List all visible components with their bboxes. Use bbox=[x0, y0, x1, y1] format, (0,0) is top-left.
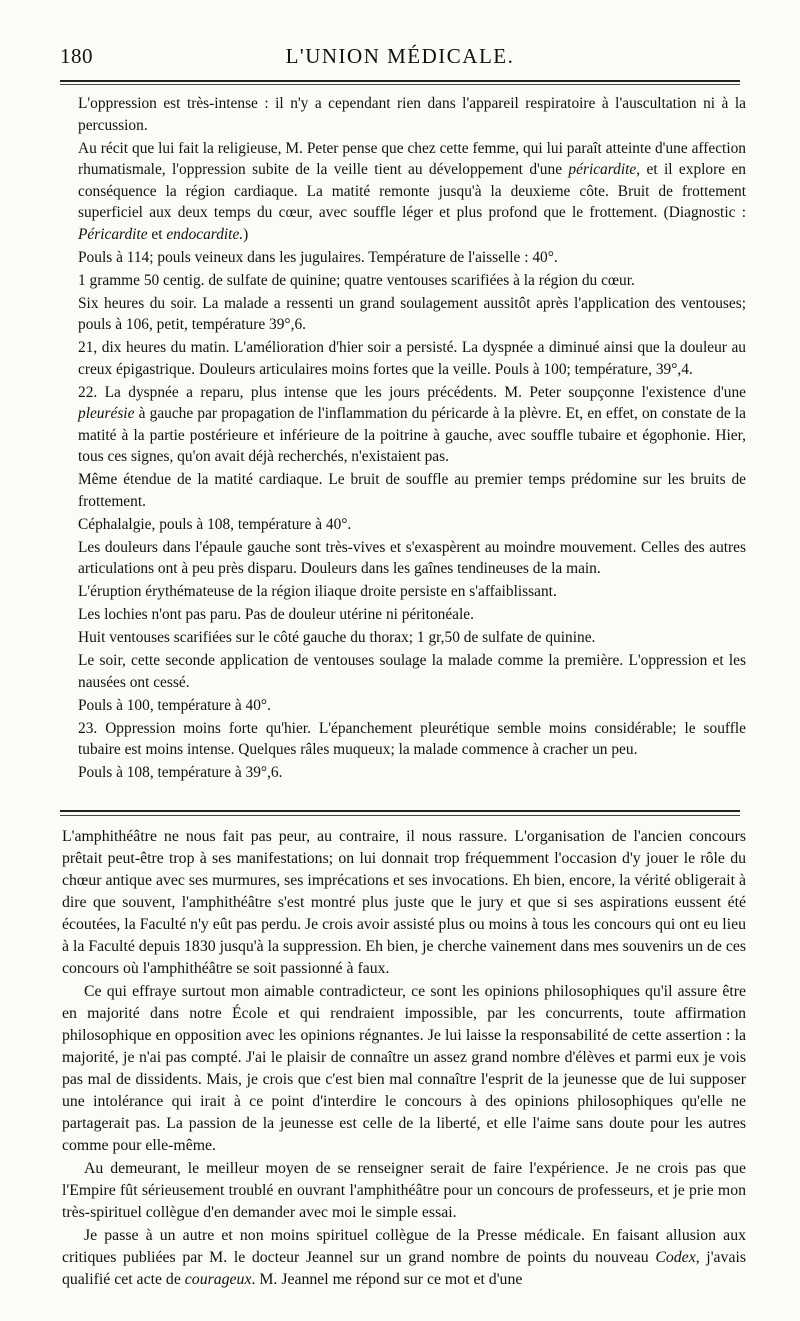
paragraph: 23. Oppression moins forte qu'hier. L'épanchement pleurétique semble moins considérable; le souffle tubaire est moins intense. Quelques râles muqueux; la malade commence à cracher un peu. bbox=[78, 719, 746, 758]
page-number: 180 bbox=[60, 44, 93, 68]
paragraph: 21, dix heures du matin. L'amélioration d'hier soir a persisté. La dyspnée a diminué ainsi que la douleur au creux épigastrique. Douleurs articulaires moins fortes que la veille. Pouls à 100; température, 39°,4. bbox=[78, 339, 746, 378]
paragraph: Ce qui effraye surtout mon aimable contradicteur, ce sont les opinions philosophiques qu'il assure être en majorité dans notre École et qui rendraient impossible, par les concurrents, toute affirmation philosophique en opposition avec les opinions régnantes. Je lui laisse la responsabilité de cette assertion : la majorité, je n'ai pas compté. J'ai le plaisir de connaître un assez grand nombre d'élèves et parmi eux je vois pas mal de dissidents. Mais, je crois que c'est bien mal connaître l'esprit de la jeunesse que de lui supposer une intolérance qui irait à ce point d'interdire le concours à des opinions philosophiques qu'elle ne partagerait pas. La passion de la jeunesse est celle de la liberté, et elle l'aime sans doute pour les autres comme pour elle-même. bbox=[62, 983, 746, 1154]
paragraph: 1 gramme 50 centig. de sulfate de quinine; quatre ventouses scarifiées à la région du cœur. bbox=[78, 271, 635, 289]
paragraph: Six heures du soir. La malade a ressenti un grand soulagement aussitôt après l'application des ventouses; pouls à 106, petit, température 39°,6. bbox=[78, 294, 746, 333]
paragraph: Au demeurant, le meilleur moyen de se renseigner serait de faire l'expérience. Je ne crois pas que l'Empire fût sérieusement troublé en ouvrant l'amphithéâtre pour un concours de professeurs, et je prie mon très-spirituel collègue d'en demander avec moi le simple essai. bbox=[62, 1160, 746, 1221]
paragraph: Au récit que lui fait la religieuse, M. Peter pense que chez cette femme, qui lui paraît atteinte d'une affection rhumatismale, l'oppression subite de la veille tient au développement d'une péricardite, et il explore en conséquence la région cardiaque. La matité remonte jusqu'à la deuxieme côte. Bruit de frottement superficiel aux deux temps du cœur, avec souffle léger et plus profond que le frottement. (Diagnostic : Péricardite et endocardite.) bbox=[78, 139, 746, 243]
paragraph: Les lochies n'ont pas paru. Pas de douleur utérine ni péritonéale. bbox=[78, 606, 474, 623]
running-title: L'UNION MÉDICALE. bbox=[285, 44, 515, 68]
paragraph: L'oppression est très-intense : il n'y a cependant rien dans l'appareil respiratoire à l'auscultation ni à la percussion. bbox=[78, 95, 746, 134]
paragraph: Les douleurs dans l'épaule gauche sont très-vives et s'exaspèrent au moindre mouvement. Celles des autres articulations ont à peu près disparu. Douleurs dans les gaînes tendineuses de la main. bbox=[78, 538, 746, 577]
paragraph: L'éruption érythémateuse de la région iliaque droite persiste en s'affaiblissant. bbox=[78, 583, 557, 600]
section-rule-thin bbox=[60, 815, 740, 816]
paragraph: Même étendue de la matité cardiaque. Le bruit de souffle au premier temps prédomine sur les bruits de frottement. bbox=[78, 471, 746, 510]
paragraph: Pouls à 114; pouls veineux dans les jugulaires. Température de l'aisselle : 40°. bbox=[78, 248, 558, 266]
feuilleton-section bbox=[62, 826, 746, 1292]
header-rule-thin bbox=[60, 84, 740, 85]
paragraph: Pouls à 108, température à 39°,6. bbox=[78, 764, 283, 781]
paragraph: Le soir, cette seconde application de ventouses soulage la malade comme la première. L'oppression et les nausées ont cessé. bbox=[78, 652, 746, 691]
paragraph: Pouls à 100, température à 40°. bbox=[78, 696, 271, 714]
page-header bbox=[60, 44, 740, 74]
paragraph: Huit ventouses scarifiées sur le côté gauche du thorax; 1 gr,50 de sulfate de quinine. bbox=[78, 629, 596, 646]
section-rule bbox=[60, 810, 740, 812]
clinical-report-section bbox=[78, 93, 746, 785]
paragraph: 22. La dyspnée a reparu, plus intense que les jours précédents. M. Peter soupçonne l'existence d'une pleurésie à gauche par propagation de l'inflammation du péricarde à la plèvre. Et, en effet, on constate de la matité à la partie postérieure et inférieure de la poitrine à gauche, avec souffle tubaire et égophonie. Hier, tous ces signes, qu'on avait déjà recherchés, n'existaient pas. bbox=[78, 383, 746, 465]
paragraph: Je passe à un autre et non moins spirituel collègue de la Presse médicale. En faisant allusion aux critiques publiées par M. le docteur Jeannel sur un grand nombre de points du nouveau Codex, j'avais qualifié cet acte de courageux. M. Jeannel me répond sur ce mot et d'une bbox=[62, 1227, 747, 1288]
header-rule bbox=[60, 80, 740, 82]
paragraph: L'amphithéâtre ne nous fait pas peur, au contraire, il nous rassure. L'organisation de l'ancien concours prêtait peut-être trop à ses manifestations; on lui donnait trop fréquemment l'occasion d'y jouer le rôle du chœur antique avec ses murmures, ses imprécations et ses invocations. Eh bien, encore, la vérité obligerait à dire que souvent, l'amphithéâtre s'est montré plus juste que le jury et que si ses aspirations eussent été écoutées, la Faculté n'y eût pas perdu. Je crois avoir assisté plus ou moins à tous les concours qui ont eu lieu à la Faculté depuis 1830 jusqu'à la suppression. Eh bien, je cherche vainement dans mes souvenirs un de ces concours où l'amphithéâtre se soit passionné à faux. bbox=[62, 828, 746, 977]
paragraph: Céphalalgie, pouls à 108, température à 40°. bbox=[78, 515, 352, 533]
